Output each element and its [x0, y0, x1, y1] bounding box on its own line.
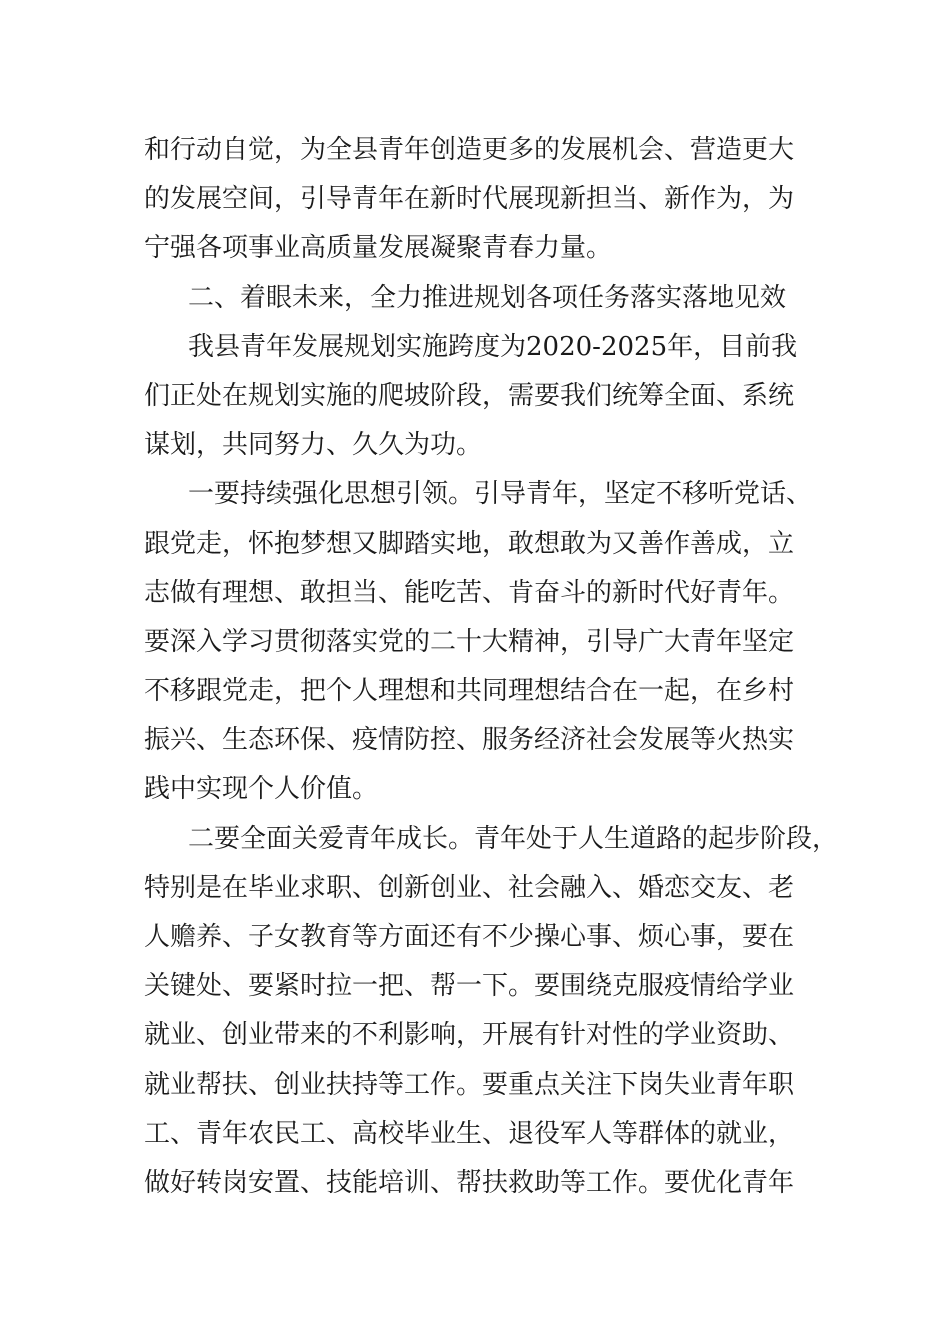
paragraph-start: 二要全面关爱青年成长。青年处于人生道路的起步阶段， [188, 823, 839, 854]
section-heading: 二、着眼未来，全力推进规划各项任务落实落地见效 [188, 282, 787, 313]
text-line: 和行动自觉，为全县青年创造更多的发展机会、营造更大 [144, 135, 795, 165]
text-line: 振兴、生态环保、疫情防控、服务经济社会发展等火热实 [144, 725, 795, 756]
text-line: 跟党走，怀抱梦想又脚踏实地，敢想敢为又善作善成，立 [144, 528, 795, 559]
paragraph-start: 一要持续强化思想引领。引导青年，坚定不移听党话、 [188, 479, 813, 510]
text-line: 的发展空间，引导青年在新时代展现新担当、新作为，为 [144, 184, 795, 215]
body-text [144, 126, 839, 1208]
text-line: 宁强各项事业高质量发展凝聚青春力量。 [144, 233, 613, 264]
text-line: 关键处、要紧时拉一把、帮一下。要围绕克服疫情给学业 [144, 971, 795, 1002]
text-line: 不移跟党走，把个人理想和共同理想结合在一起，在乡村 [144, 676, 795, 707]
text-line: 就业帮扶、创业扶持等工作。要重点关注下岗失业青年职 [144, 1069, 795, 1100]
text-line: 践中实现个人价值。 [144, 774, 379, 805]
text-line: 做好转岗安置、技能培训、帮扶救助等工作。要优化青年 [144, 1167, 795, 1198]
text-line: 要深入学习贯彻落实党的二十大精神，引导广大青年坚定 [144, 626, 795, 657]
paragraph-start: 我县青年发展规划实施跨度为2020-2025年，目前我 [188, 331, 798, 362]
text-line: 工、青年农民工、高校毕业生、退役军人等群体的就业， [144, 1118, 795, 1149]
text-line: 志做有理想、敢担当、能吃苦、肯奋斗的新时代好青年。 [144, 577, 795, 608]
text-line: 谋划，共同努力、久久为功。 [144, 430, 483, 461]
text-line: 们正处在规划实施的爬坡阶段，需要我们统筹全面、系统 [144, 380, 795, 411]
text-line: 人赡养、子女教育等方面还有不少操心事、烦心事，要在 [144, 922, 795, 952]
text-line: 就业、创业带来的不利影响，开展有针对性的学业资助、 [144, 1020, 795, 1051]
text-line: 特别是在毕业求职、创新创业、社会融入、婚恋交友、老 [144, 872, 795, 903]
